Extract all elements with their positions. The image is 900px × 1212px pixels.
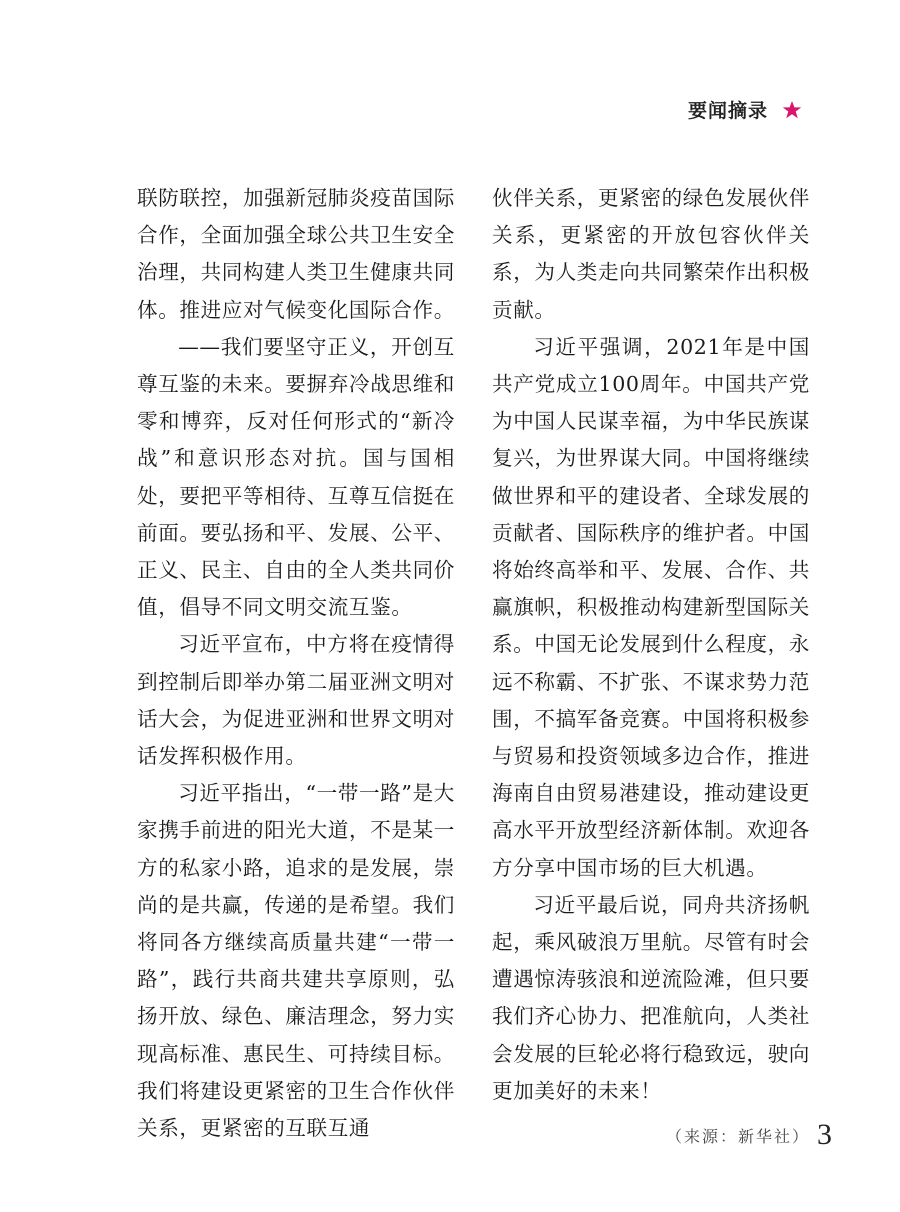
article-paragraph: 伙伴关系，更紧密的绿色发展伙伴关系，更紧密的开放包容伙伴关系，为人类走向共同繁荣作出积极贡献。 (492, 186, 810, 322)
article-paragraph: ——我们要坚守正义，开创互尊互鉴的未来。要摒弃冷战思维和零和博弈，反对任何形式的“新冷战”和意识形态对抗。国与国相处，要把平等相待、互尊互信挺在前面。要弘扬和平、发展、公平、正义、民主、自由的全人类共同价值，倡导不同文明交流互鉴。 (137, 334, 455, 620)
article-paragraph: 习近平指出，“一带一路”是大家携手前进的阳光大道，不是某一方的私家小路，追求的是发展，崇尚的是共赢，传递的是希望。我们将同各方继续高质量共建“一带一路”，践行共商共建共享原则，弘扬开放、绿色、廉洁理念，努力实现高标准、惠民生、可持续目标。我们将建设更紧密的卫生合作伙伴关系，更紧密的互联互通 (137, 781, 455, 1141)
article-paragraph: 习近平强调，2021年是中国共产党成立100周年。中国共产党为中国人民谋幸福，为中华民族谋复兴，为世界谋大同。中国将继续做世界和平的建设者、全球发展的贡献者、国际秩序的维护者。中国将始终高举和平、发展、合作、共赢旗帜，积极推动构建新型国际关系。中国无论发展到什么程度，永远不称霸、不扩张、不谋求势力范围，不搞军备竞赛。中国将积极参与贸易和投资领域多边合作，推进海南自由贸易港建设，推动建设更高水平开放型经济新体制。欢迎各方分享中国市场的巨大机遇。 (492, 334, 810, 880)
right-column (492, 180, 810, 1155)
left-column (137, 180, 455, 1147)
page-number: 3 (817, 1118, 832, 1151)
section-header (688, 96, 802, 123)
article-paragraph: 习近平最后说，同舟共济扬帆起，乘风破浪万里航。尽管有时会遭遇惊涛骇浪和逆流险滩，但只要我们齐心协力、把准航向，人类社会发展的巨轮必将行稳致远，驶向更加美好的未来！ (492, 892, 810, 1103)
section-title: 要闻摘录 (687, 100, 768, 122)
article-paragraph: 习近平宣布，中方将在疫情得到控制后即举办第二届亚洲文明对话大会，为促进亚洲和世界文明对话发挥积极作用。 (137, 632, 455, 769)
source-credit: （来源：新华社） (665, 1127, 810, 1147)
star-icon (782, 100, 802, 120)
article-paragraph: 联防联控，加强新冠肺炎疫苗国际合作，全面加强全球公共卫生安全治理，共同构建人类卫生健康共同体。推进应对气候变化国际合作。 (137, 186, 455, 322)
